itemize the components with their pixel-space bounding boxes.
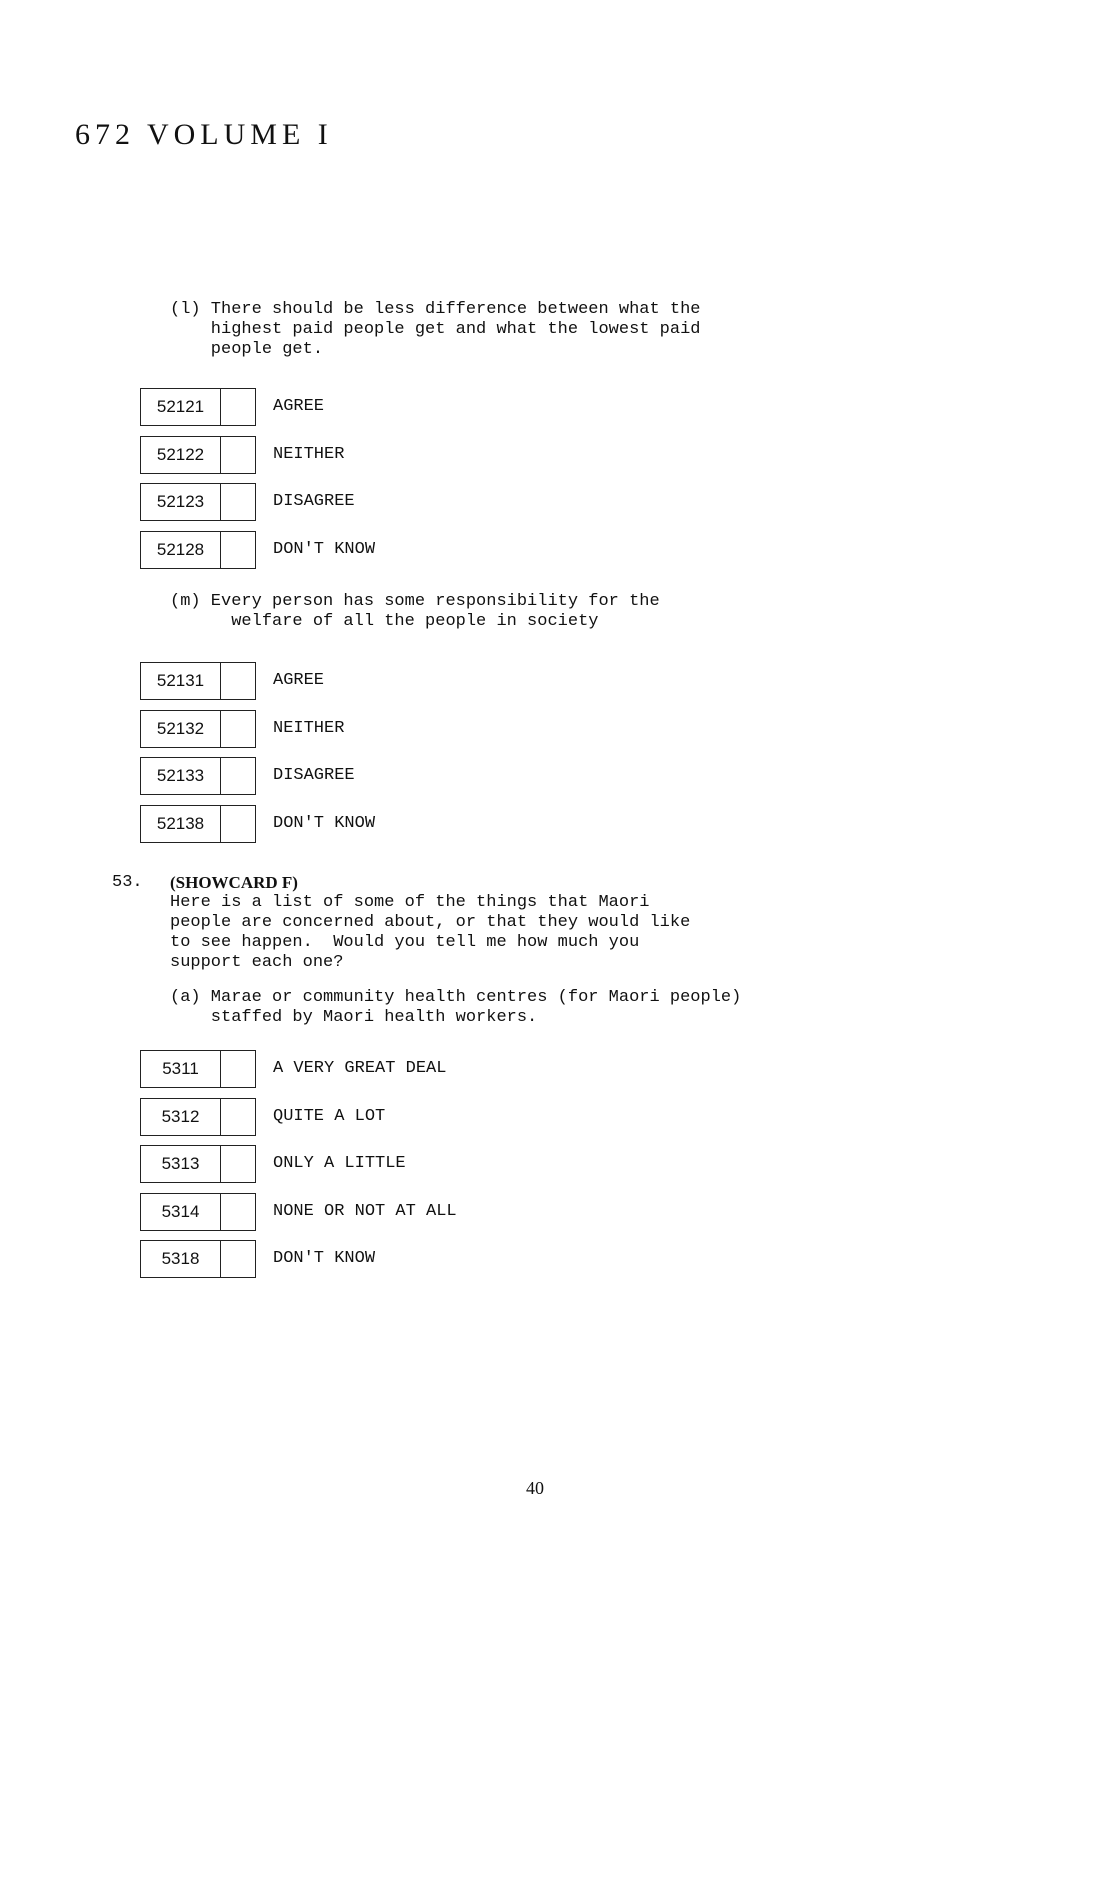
option-label: DISAGREE [273, 766, 355, 785]
code-number: 5318 [140, 1240, 220, 1278]
code-number: 52132 [140, 710, 220, 748]
code-number: 5313 [140, 1145, 220, 1183]
option-label: QUITE A LOT [273, 1106, 386, 1126]
question-line: staffed by Maori health workers. [170, 1008, 538, 1027]
answer-option[interactable] [140, 531, 375, 579]
question-line: (l) There should be less difference between what the [170, 300, 701, 319]
answer-option[interactable] [140, 662, 375, 710]
tick-box[interactable] [220, 1193, 256, 1231]
code-box [140, 710, 256, 748]
code-box [140, 436, 256, 474]
tick-box[interactable] [220, 436, 256, 474]
tick-box[interactable] [220, 531, 256, 569]
code-box [140, 805, 256, 843]
running-head: 672 VOLUME I [75, 118, 333, 151]
code-box [140, 662, 256, 700]
tick-box[interactable] [220, 483, 256, 521]
code-box [140, 1145, 256, 1183]
option-label: NEITHER [273, 444, 345, 464]
code-box [140, 483, 256, 521]
tick-box[interactable] [220, 1240, 256, 1278]
tick-box[interactable] [220, 1050, 256, 1088]
showcard-label: (SHOWCARD F) [170, 873, 298, 892]
tick-box[interactable] [220, 662, 256, 700]
answer-option[interactable] [140, 1193, 457, 1241]
options-m [140, 662, 375, 852]
option-label: AGREE [273, 671, 325, 690]
code-number: 52131 [140, 662, 220, 700]
page-number: 40 [526, 1478, 544, 1498]
question-line: Here is a list of some of the things that Maori [170, 893, 650, 912]
question-line: to see happen. Would you tell me how much you [170, 933, 640, 952]
code-number: 52123 [140, 483, 220, 521]
question-line: people get. [170, 340, 324, 359]
code-number: 5314 [140, 1193, 220, 1231]
options-a [140, 1050, 457, 1288]
question-a-text [170, 988, 741, 1028]
option-label: DISAGREE [273, 492, 355, 511]
tick-box[interactable] [220, 1098, 256, 1136]
option-label: A VERY GREAT DEAL [273, 1059, 447, 1078]
tick-box[interactable] [220, 388, 256, 426]
code-number: 52128 [140, 531, 220, 569]
code-number: 5311 [140, 1050, 220, 1088]
option-label: DON'T KNOW [273, 539, 376, 559]
code-box [140, 1193, 256, 1231]
answer-option[interactable] [140, 757, 375, 805]
code-number: 52138 [140, 805, 220, 843]
code-box [140, 388, 256, 426]
code-box [140, 1240, 256, 1278]
question-line: highest paid people get and what the lowest paid [170, 320, 701, 339]
tick-box[interactable] [220, 710, 256, 748]
option-label: AGREE [273, 397, 325, 416]
code-number: 5312 [140, 1098, 220, 1136]
options-l [140, 388, 375, 578]
tick-box[interactable] [220, 757, 256, 795]
question-line: support each one? [170, 953, 344, 972]
code-box [140, 531, 256, 569]
answer-option[interactable] [140, 1050, 457, 1098]
option-label: DON'T KNOW [273, 1249, 376, 1268]
question-line: (a) Marae or community health centres (for Maori people) [170, 988, 742, 1007]
answer-option[interactable] [140, 710, 375, 758]
answer-option[interactable] [140, 805, 375, 853]
code-box [140, 1050, 256, 1088]
question-l-text [170, 300, 701, 360]
option-label: ONLY A LITTLE [273, 1154, 406, 1173]
tick-box[interactable] [220, 805, 256, 843]
code-box [140, 757, 256, 795]
code-number: 52133 [140, 757, 220, 795]
answer-option[interactable] [140, 1145, 457, 1193]
answer-option[interactable] [140, 388, 375, 436]
answer-option[interactable] [140, 483, 375, 531]
answer-option[interactable] [140, 1098, 457, 1146]
answer-option[interactable] [140, 436, 375, 484]
code-number: 52121 [140, 388, 220, 426]
question-line: (m) Every person has some responsibility for the [170, 592, 660, 611]
answer-option[interactable] [140, 1240, 457, 1288]
question-line: people are concerned about, or that they would like [170, 913, 691, 932]
code-number: 52122 [140, 436, 220, 474]
question-line: welfare of all the people in society [170, 612, 599, 631]
question-53-text [170, 873, 690, 973]
question-m-text [170, 592, 660, 632]
question-number: 53. [112, 873, 143, 892]
code-box [140, 1098, 256, 1136]
option-label: NONE OR NOT AT ALL [273, 1201, 457, 1221]
option-label: NEITHER [273, 718, 345, 738]
option-label: DON'T KNOW [273, 813, 376, 833]
tick-box[interactable] [220, 1145, 256, 1183]
